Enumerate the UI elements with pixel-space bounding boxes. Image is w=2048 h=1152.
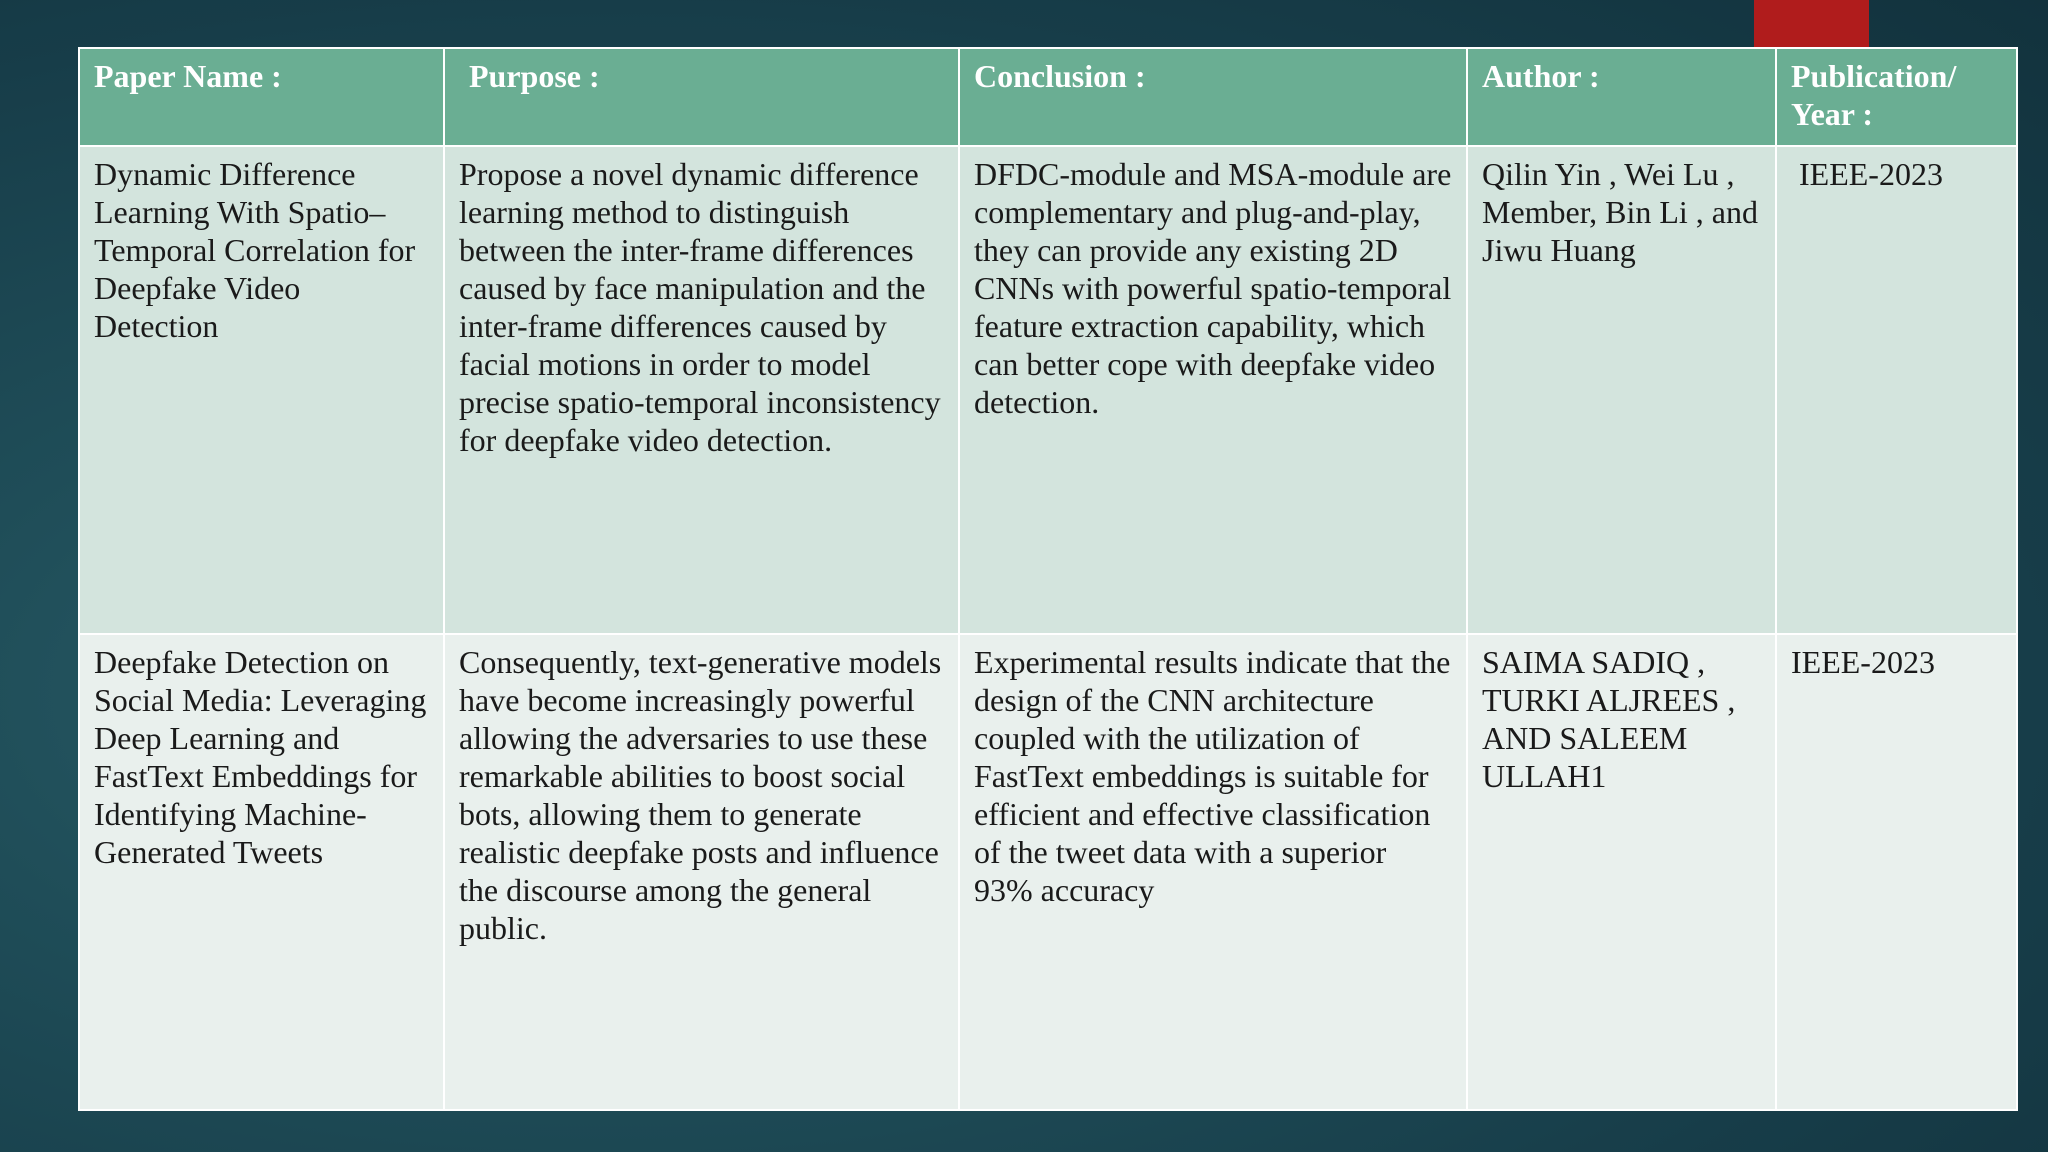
header-purpose: Purpose : (444, 48, 959, 146)
cell-paper-name: Dynamic Difference Learning With Spatio–Temporal Correlation for Deepfake Video Detection (79, 146, 444, 634)
cell-author: Qilin Yin , Wei Lu , Member, Bin Li , and Jiwu Huang (1467, 146, 1776, 634)
cell-conclusion: Experimental results indicate that the design of the CNN architecture coupled with the utilization of FastText embeddings is suitable for efficient and effective classification of the tweet data with a superior 93% accuracy (959, 634, 1467, 1110)
cell-author: SAIMA SADIQ , TURKI ALJREES , AND SALEEM ULLAH1 (1467, 634, 1776, 1110)
header-paper-name: Paper Name : (79, 48, 444, 146)
table-row (79, 634, 2017, 1110)
cell-paper-name: Deepfake Detection on Social Media: Leveraging Deep Learning and FastText Embeddings for Identifying Machine-Generated Tweets (79, 634, 444, 1110)
header-publication-year: Publication/ Year : (1776, 48, 2017, 146)
cell-purpose: Consequently, text-generative models have become increasingly powerful allowing the adversaries to use these remarkable abilities to boost social bots, allowing them to generate realistic deepfake posts and influence the discourse among the general public. (444, 634, 959, 1110)
cell-publication-year: IEEE-2023 (1776, 634, 2017, 1110)
red-accent-block (1754, 0, 1869, 47)
table-row (79, 146, 2017, 634)
header-author: Author : (1467, 48, 1776, 146)
literature-review-table-container (78, 47, 2016, 1085)
cell-publication-year: IEEE-2023 (1776, 146, 2017, 634)
literature-review-table (78, 47, 2018, 1111)
header-conclusion: Conclusion : (959, 48, 1467, 146)
cell-conclusion: DFDC-module and MSA-module are complementary and plug-and-play, they can provide any existing 2D CNNs with powerful spatio-temporal feature extraction capability, which can better cope with deepfake video detection. (959, 146, 1467, 634)
cell-purpose: Propose a novel dynamic difference learning method to distinguish between the inter-frame differences caused by face manipulation and the inter-frame differences caused by facial motions in order to model precise spatio-temporal inconsistency for deepfake video detection. (444, 146, 959, 634)
table-header-row (79, 48, 2017, 146)
